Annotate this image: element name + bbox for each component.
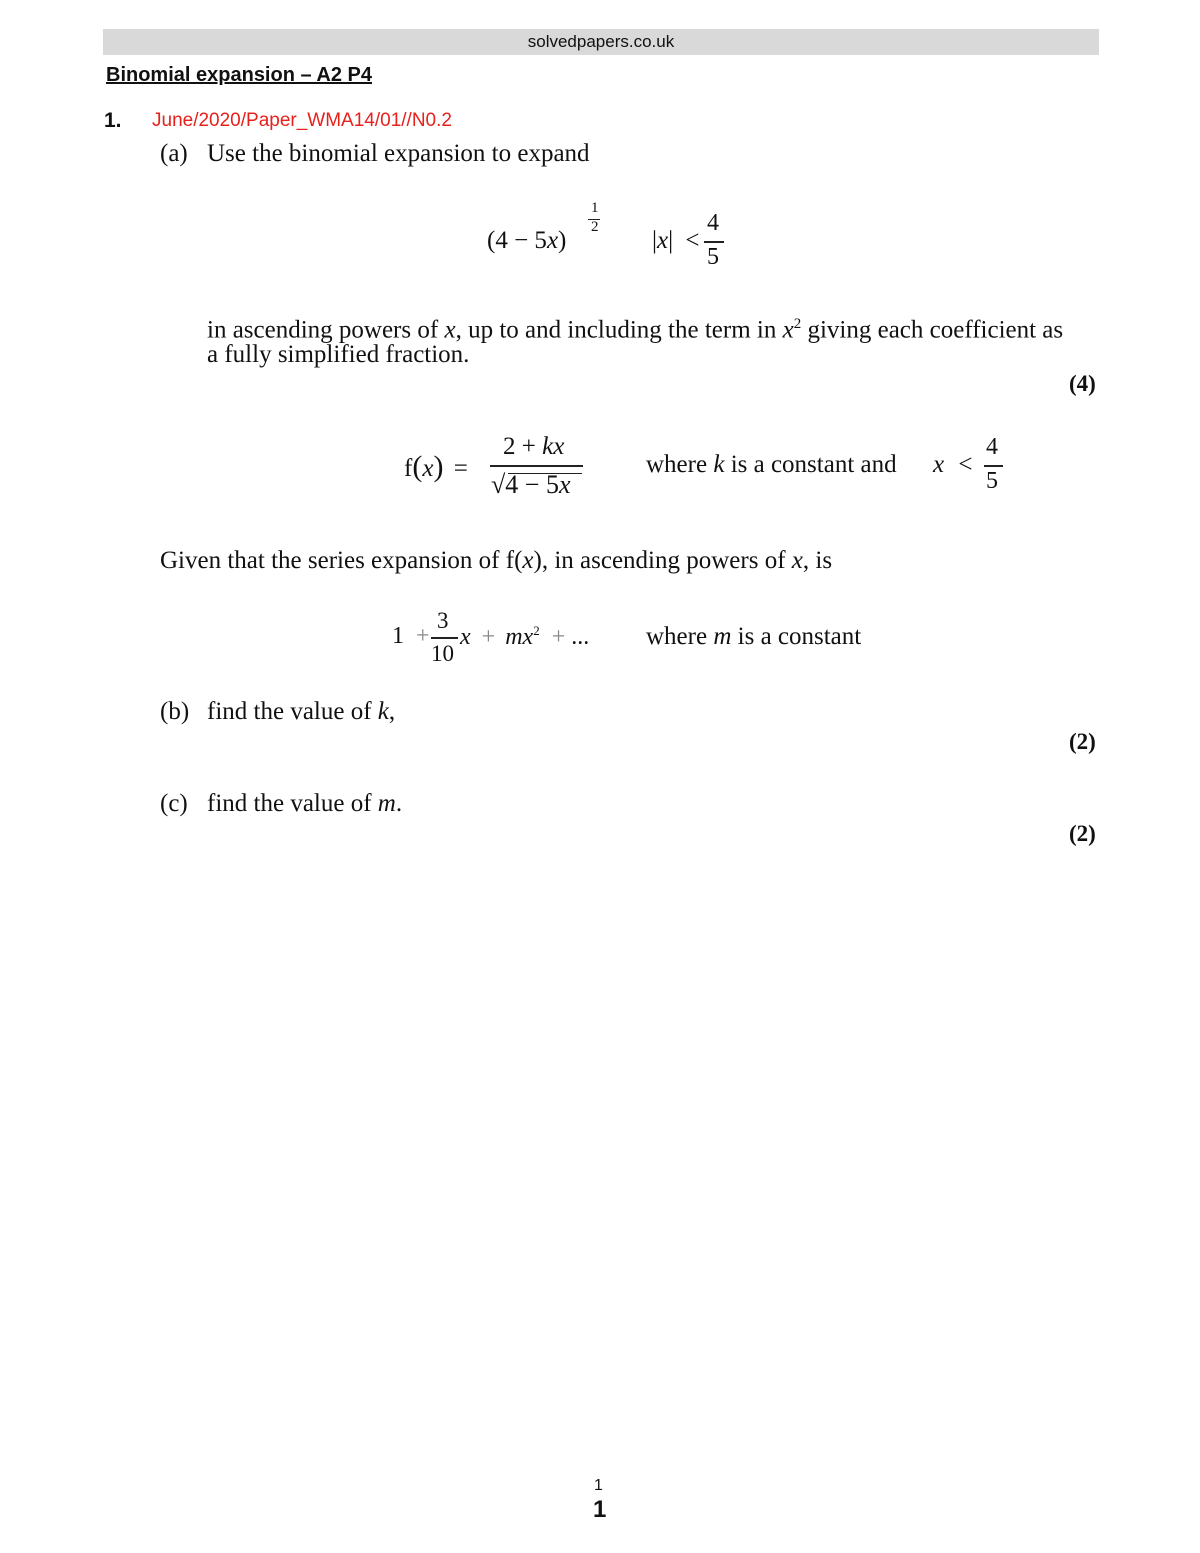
site-name: solvedpapers.co.uk <box>527 32 675 51</box>
question-reference: June/2020/Paper_WMA14/01//N0.2 <box>152 110 452 131</box>
series-fraction-bar <box>431 637 458 639</box>
desc-pre: in ascending powers of <box>207 316 445 344</box>
given-var2: x <box>791 547 803 574</box>
series-where-post: is a constant <box>731 623 862 650</box>
function-denominator <box>491 470 571 500</box>
part-a-label: (a) <box>160 140 188 167</box>
where-post: is a constant and <box>724 451 897 478</box>
abs-close: | <box>668 227 674 254</box>
series-one: 1 <box>392 623 404 649</box>
function-condition-numerator: 4 <box>986 434 998 460</box>
series-dots: ... <box>571 624 590 650</box>
function-fraction-bar <box>490 465 583 467</box>
where-var: k <box>713 451 725 478</box>
series-plus2: + <box>481 624 496 650</box>
desc-power: 2 <box>793 316 802 332</box>
desc-mid: , up to and including the term in <box>455 316 783 344</box>
part-c-label: (c) <box>160 790 188 817</box>
function-lhs <box>404 450 468 484</box>
series-where-clause <box>646 623 861 651</box>
cond-less-than: < <box>958 451 973 478</box>
part-c-marks: (2) <box>1069 821 1096 846</box>
condition-numerator: 4 <box>707 210 719 236</box>
series-term: mx <box>505 624 534 650</box>
series-plus1: + <box>416 623 430 649</box>
part-c-end: . <box>395 790 403 817</box>
function-numerator <box>503 433 564 461</box>
numerator-const: 2 + <box>503 433 543 460</box>
expr-close: ) <box>558 227 567 254</box>
function-condition-bar <box>984 465 1003 467</box>
f-symbol: f <box>404 455 413 482</box>
denominator-const: 4 − 5 <box>505 470 559 499</box>
equals-sign: = <box>453 455 468 482</box>
question-number: 1. <box>104 109 122 132</box>
part-a-intro: Use the binomial expansion to expand <box>207 140 590 167</box>
given-statement <box>160 545 832 576</box>
part-a-marks: (4) <box>1069 371 1096 396</box>
cond-var: x <box>933 451 945 478</box>
given-var: x <box>522 547 534 574</box>
f-open: ( <box>412 450 423 483</box>
part-c-text <box>207 788 402 819</box>
f-var: x <box>422 455 434 482</box>
part-b-end: , <box>388 698 396 725</box>
function-condition <box>933 451 972 479</box>
series-var: x <box>460 624 471 650</box>
series-start <box>392 623 430 650</box>
desc-var: x <box>444 316 456 344</box>
f-close: ) <box>433 450 444 483</box>
document-title: Binomial expansion – A2 P4 <box>106 64 373 86</box>
page-number: 1 <box>593 1496 607 1523</box>
where-pre: where <box>646 451 714 478</box>
series-frac-denominator: 10 <box>431 641 454 666</box>
expr-var: x <box>546 227 559 254</box>
series-frac-numerator: 3 <box>437 608 449 633</box>
series-where-var: m <box>713 623 732 650</box>
numerator-var: kx <box>542 433 565 460</box>
part-b-label: (b) <box>160 698 190 725</box>
function-where-clause <box>646 451 897 479</box>
expr-base: (4 − 5 <box>487 227 547 254</box>
function-condition-denominator: 5 <box>986 468 998 494</box>
given-post: , is <box>802 547 833 574</box>
denominator-var: x <box>558 470 571 499</box>
series-where-pre: where <box>646 623 714 650</box>
abs-var: x <box>657 227 669 254</box>
given-pre: Given that the series expansion of f( <box>160 547 523 574</box>
part-c-instruction: find the value of <box>207 790 378 817</box>
given-mid: ), in ascending powers of <box>533 547 792 574</box>
abs-condition <box>652 227 700 255</box>
abs-open: | <box>652 227 658 254</box>
page-number-small: 1 <box>594 1477 603 1494</box>
condition-denominator: 5 <box>707 244 719 270</box>
site-header-bar <box>103 29 1099 55</box>
series-plus3: + <box>551 624 566 650</box>
desc-post: giving each coefficient as <box>801 316 1064 344</box>
exponent-denominator: 2 <box>591 219 599 235</box>
part-b-instruction: find the value of <box>207 698 378 725</box>
part-b-text <box>207 696 395 727</box>
part-b-var: k <box>377 698 389 725</box>
sqrt-symbol: √ <box>491 470 506 499</box>
less-than: < <box>685 227 700 254</box>
binomial-expression <box>487 227 566 255</box>
part-c-var: m <box>377 790 396 817</box>
series-rest <box>460 623 589 651</box>
series-power: 2 <box>533 623 540 638</box>
condition-fraction-bar <box>704 241 724 243</box>
part-a-description-line2: a fully simplified fraction. <box>207 341 470 368</box>
exponent-numerator: 1 <box>591 200 599 216</box>
desc-var2: x <box>782 316 794 344</box>
part-b-marks: (2) <box>1069 729 1096 754</box>
